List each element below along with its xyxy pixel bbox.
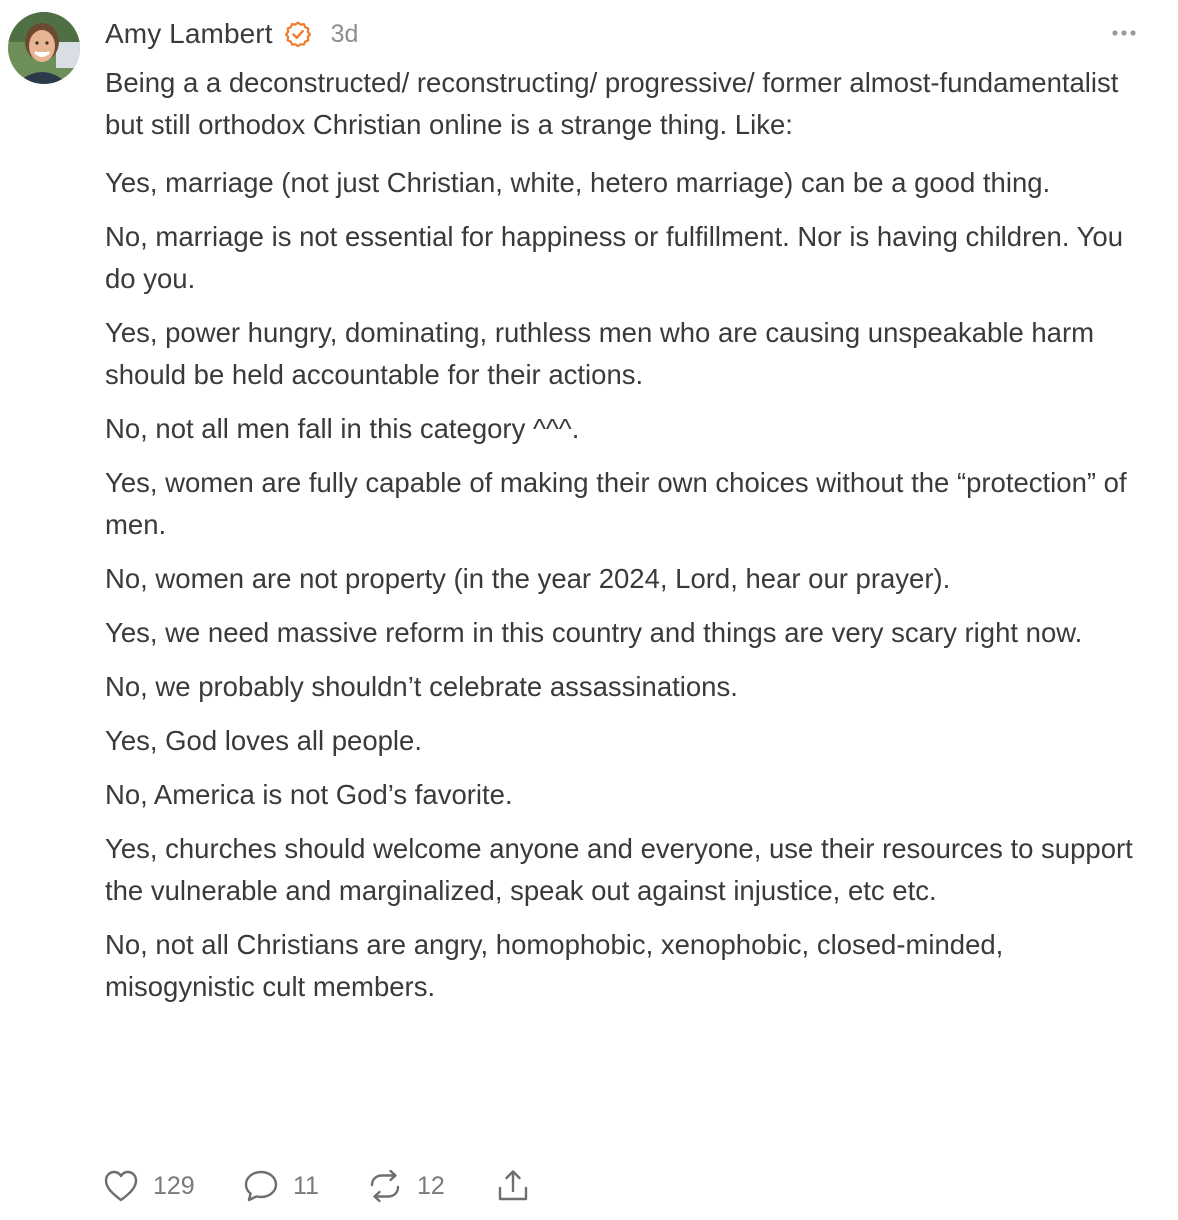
post-paragraph: Yes, churches should welcome anyone and everyone, use their resources to support the vulnerable and marginalized, speak out against injustice, etc etc. bbox=[105, 833, 1133, 906]
restack-count: 12 bbox=[417, 1171, 445, 1200]
share-button[interactable] bbox=[495, 1168, 531, 1204]
ellipsis-icon[interactable] bbox=[1110, 26, 1140, 38]
post-body bbox=[105, 62, 1155, 1020]
author-avatar[interactable] bbox=[8, 12, 80, 84]
post-paragraph: Yes, women are fully capable of making their own choices without the “protection” of men. bbox=[105, 467, 1127, 540]
author-name[interactable]: Amy Lambert bbox=[105, 18, 273, 49]
heart-icon bbox=[103, 1169, 139, 1203]
share-upload-icon bbox=[495, 1168, 531, 1204]
post-paragraph: Yes, marriage (not just Christian, white, hetero marriage) can be a good thing. bbox=[105, 167, 1051, 198]
post-paragraph: No, we probably shouldn’t celebrate assassinations. bbox=[105, 671, 738, 702]
restack-button[interactable] bbox=[367, 1168, 495, 1204]
restack-arrows-icon bbox=[367, 1168, 403, 1204]
avatar-photo bbox=[8, 12, 80, 84]
like-count: 129 bbox=[153, 1171, 195, 1200]
post-paragraph: No, not all Christians are angry, homophobic, xenophobic, closed-minded, misogynistic cult members. bbox=[105, 929, 1004, 1002]
post-paragraph: No, America is not God’s favorite. bbox=[105, 779, 513, 810]
comment-button[interactable] bbox=[243, 1168, 367, 1204]
post-paragraph: No, women are not property (in the year 2024, Lord, hear our prayer). bbox=[105, 563, 951, 594]
post-timestamp[interactable]: 3d bbox=[330, 19, 359, 48]
post-header bbox=[105, 14, 358, 54]
comment-count: 11 bbox=[293, 1171, 319, 1200]
comment-bubble-icon bbox=[243, 1168, 279, 1204]
verified-badge-icon bbox=[285, 21, 311, 47]
post-paragraph: No, not all men fall in this category ^^^. bbox=[105, 413, 580, 444]
post-paragraph: No, marriage is not essential for happiness or fulfillment. Nor is having children. You do you. bbox=[105, 221, 1124, 294]
post-paragraph: Yes, we need massive reform in this country and things are very scary right now. bbox=[105, 617, 1083, 648]
post-paragraph: Being a a deconstructed/ reconstructing/ progressive/ former almost-fundamentalist but still orthodox Christian online is a strange thing. Like: bbox=[105, 67, 1119, 140]
post-paragraph: Yes, God loves all people. bbox=[105, 725, 422, 756]
post-actions-bar bbox=[103, 1164, 531, 1208]
post-paragraph: Yes, power hungry, dominating, ruthless men who are causing unspeakable harm should be held accountable for their actions. bbox=[105, 317, 1095, 390]
like-button[interactable] bbox=[103, 1169, 243, 1203]
